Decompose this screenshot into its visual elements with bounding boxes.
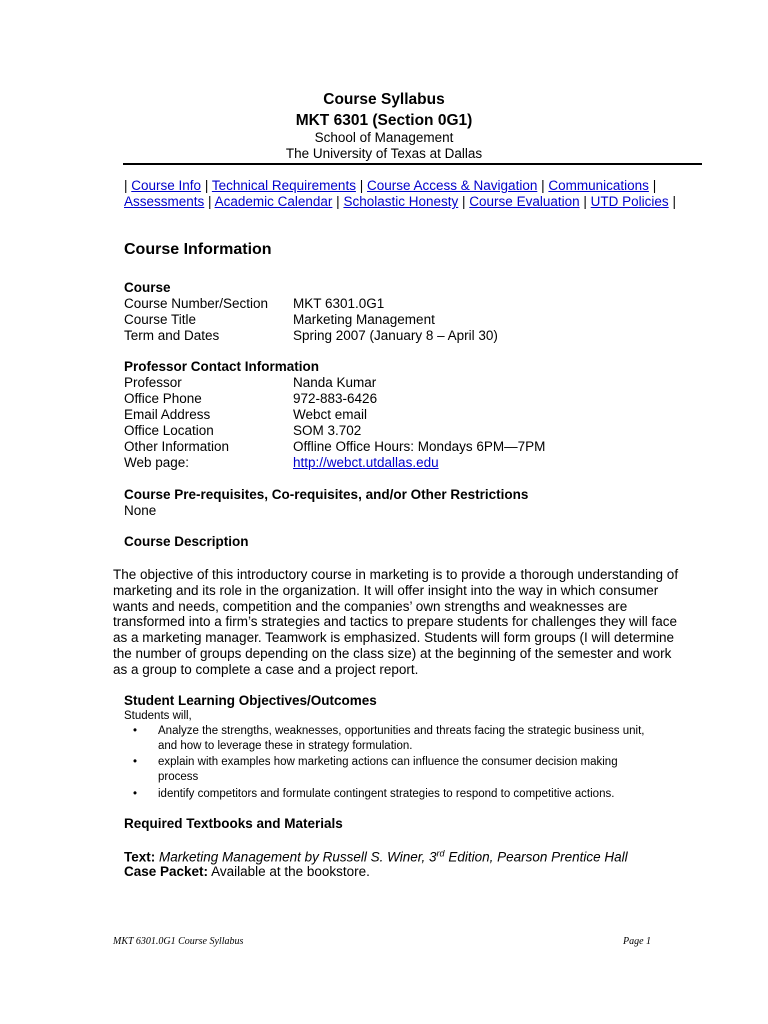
- school-name: School of Management: [314, 130, 454, 145]
- objective-line: and how to leverage these in strategy formulation.: [158, 740, 413, 752]
- page-title: Course Syllabus: [323, 91, 445, 108]
- course-title-label: Course Title: [124, 312, 197, 327]
- email-label: Email Address: [124, 407, 211, 422]
- description-line: transformed into a firm’s strategies and tactics to prepare students for challenges they will face: [113, 614, 678, 630]
- office-location-label: Office Location: [124, 423, 214, 438]
- prerequisites-value: None: [124, 503, 157, 518]
- professor-label: Professor: [124, 375, 182, 390]
- professor-contact-heading: Professor Contact Information: [124, 359, 320, 374]
- objective-line: explain with examples how marketing actions can influence the consumer decision making: [158, 756, 618, 768]
- nav-separator: |: [652, 178, 657, 193]
- nav-separator: |: [541, 178, 545, 193]
- course-description-paragraph: [113, 567, 698, 678]
- header-divider: [123, 163, 702, 165]
- nav-link-course-access[interactable]: Course Access & Navigation: [367, 178, 538, 193]
- objectives-intro: Students will,: [124, 710, 192, 722]
- textbook-title: Marketing Management by Russell S. Winer, 3: [159, 849, 437, 865]
- case-packet-label: Case Packet:: [124, 864, 209, 879]
- textbooks-heading: Required Textbooks and Materials: [124, 816, 343, 831]
- nav-link-course-info[interactable]: Course Info: [131, 178, 202, 193]
- other-info-label: Other Information: [124, 439, 230, 454]
- course-information-heading: Course Information: [124, 241, 272, 258]
- nav-separator: |: [583, 194, 587, 209]
- objective-item: [158, 724, 644, 754]
- course-description-heading: Course Description: [124, 534, 249, 549]
- nav-separator: |: [359, 178, 364, 193]
- edition-superscript: rd: [436, 848, 445, 858]
- text-label: Text:: [124, 849, 156, 865]
- term-dates-label: Term and Dates: [124, 328, 220, 343]
- course-title-value: Marketing Management: [293, 312, 435, 327]
- nav-separator: |: [672, 194, 676, 209]
- course-number-value: MKT 6301.0G1: [293, 296, 385, 311]
- footer-page-number: Page 1: [623, 936, 652, 947]
- section-nav-line-1: [124, 178, 656, 194]
- university-name: The University of Texas at Dallas: [285, 146, 483, 161]
- course-number-label: Course Number/Section: [124, 296, 269, 311]
- office-phone-value: 972-883-6426: [293, 391, 378, 406]
- textbook-line: [124, 848, 628, 865]
- objective-line: identify competitors and formulate contingent strategies to respond to competitive actions.: [158, 788, 615, 800]
- bullet-icon: •: [133, 756, 138, 768]
- nav-separator: |: [336, 194, 340, 209]
- description-line: as a group to complete a case and a project report.: [113, 661, 419, 677]
- office-phone-label: Office Phone: [124, 391, 202, 406]
- bullet-icon: •: [133, 788, 138, 800]
- description-line: the number of groups depending on the class size) at the beginning of the semester and work: [113, 645, 672, 661]
- nav-link-communications[interactable]: Communications: [548, 178, 649, 193]
- nav-link-technical-requirements[interactable]: Technical Requirements: [211, 178, 356, 193]
- nav-separator: |: [124, 178, 128, 193]
- textbook-publisher: Edition, Pearson Prentice Hall: [444, 849, 628, 865]
- nav-link-assessments[interactable]: Assessments: [124, 194, 205, 209]
- objective-line: Analyze the strengths, weaknesses, opportunities and threats facing the strategic business unit,: [158, 725, 645, 737]
- description-line: wants and needs, competition and the companies’ own strengths and weaknesses are: [113, 598, 628, 614]
- term-dates-value: Spring 2007 (January 8 – April 30): [293, 328, 498, 343]
- objective-line: process: [158, 771, 199, 783]
- bullet-icon: •: [133, 725, 138, 737]
- nav-link-academic-calendar[interactable]: Academic Calendar: [214, 194, 333, 209]
- nav-separator: |: [462, 194, 466, 209]
- section-nav-line-2: [124, 194, 676, 210]
- case-packet-line: [124, 864, 370, 879]
- web-page-label: Web page:: [124, 455, 190, 470]
- objective-item: [158, 787, 614, 802]
- office-location-value: SOM 3.702: [293, 423, 362, 438]
- nav-link-course-evaluation[interactable]: Course Evaluation: [469, 194, 580, 209]
- course-heading: Course: [124, 280, 171, 295]
- description-line: as a marketing manager. Teamwork is emphasized. Students will form groups (I will determine: [113, 630, 674, 646]
- case-packet-value: Available at the bookstore.: [208, 864, 370, 879]
- description-line: The objective of this introductory course in marketing is to provide a thorough understanding of: [113, 567, 679, 582]
- nav-link-utd-policies[interactable]: UTD Policies: [590, 194, 669, 209]
- objectives-heading: Student Learning Objectives/Outcomes: [124, 693, 377, 708]
- objective-item: [158, 755, 618, 785]
- web-page-link[interactable]: http://webct.utdallas.edu: [293, 455, 439, 470]
- other-info-value: Offline Office Hours: Mondays 6PM—7PM: [293, 439, 546, 454]
- description-line: marketing and its role in the organization. It will offer insight into the way in which consumer: [113, 582, 659, 598]
- course-code: MKT 6301 (Section 0G1): [295, 112, 473, 129]
- footer-course-name: MKT 6301.0G1 Course Syllabus: [113, 936, 244, 947]
- email-value: Webct email: [293, 407, 368, 422]
- nav-link-scholastic-honesty[interactable]: Scholastic Honesty: [343, 194, 459, 209]
- professor-value: Nanda Kumar: [293, 375, 377, 390]
- prerequisites-heading: Course Pre-requisites, Co-requisites, and/or Other Restrictions: [124, 487, 529, 502]
- nav-separator: |: [204, 178, 209, 193]
- nav-separator: |: [208, 194, 212, 209]
